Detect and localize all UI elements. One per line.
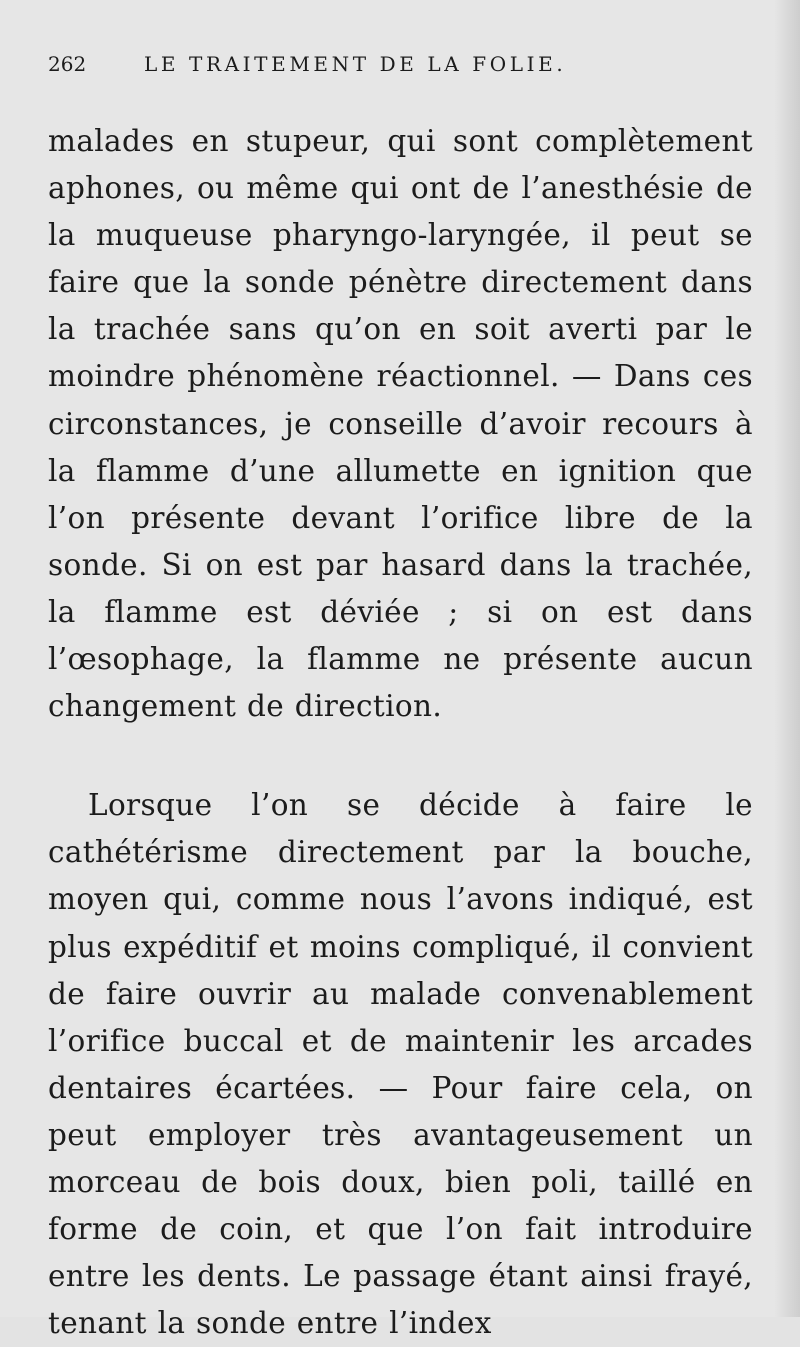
page-number: 262 xyxy=(48,52,87,76)
paragraph: Lorsque l’on se décide à faire le cathétérisme directement par la bouche, moyen qui, comme nous l’avons indiqué, est plus expéditif et moins compliqué, il convient de faire ouvrir au malade convenablement l’orifice buccal et de maintenir les arcades dentaires écartées. — Pour faire cela, on peut employer très avantageusement un morceau de bois doux, bien poli, taillé en forme de coin, et que l’on fait introduire entre les dents. Le passage étant ainsi frayé, tenant la sonde entre l’index xyxy=(48,788,753,1341)
page-edge-shadow xyxy=(774,0,800,1317)
paragraph: malades en stupeur, qui sont complètement aphones, ou même qui ont de l’anesthésie de la muqueuse pharyngo-laryngée, il peut se faire que la sonde pénètre directement dans la trachée sans qu’on en soit averti par le moindre phénomène réactionnel. — Dans ces circonstances, je conseille d’avoir recours à la flamme d’une allumette en ignition que l’on présente devant l’orifice libre de la sonde. Si on est par hasard dans la trachée, la flamme est déviée ; si on est dans l’œsophage, la flamme ne présente aucun changement de direction. xyxy=(48,124,753,724)
body-text xyxy=(48,118,753,1347)
page-header xyxy=(48,52,748,86)
running-title: LE TRAITEMENT DE LA FOLIE. xyxy=(144,52,567,76)
